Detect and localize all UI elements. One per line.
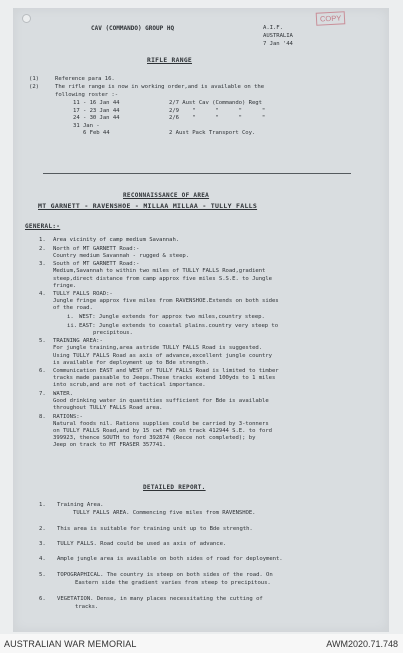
item-number: 2. bbox=[39, 526, 46, 532]
item-line: TULLY FALLS ROAD:- bbox=[53, 291, 113, 298]
origin: A.I.F. bbox=[263, 25, 283, 31]
item-line: Using TULLY FALLS Road as axis of advance,excellent jungle country bbox=[53, 352, 272, 359]
recon-title: RECONNAISSANCE OF AREA bbox=[123, 192, 210, 199]
item-text: following roster :- bbox=[55, 92, 119, 98]
copy-stamp: COPY bbox=[316, 11, 346, 26]
item-number: 5. bbox=[39, 338, 46, 345]
item-number: ii. bbox=[67, 322, 77, 329]
item-line: This area is suitable for training unit up to Bde strength. bbox=[57, 526, 253, 532]
item-line: Training Area. bbox=[57, 502, 104, 508]
detailed-report-title: DETAILED REPORT. bbox=[143, 484, 206, 491]
item-number: 6. bbox=[39, 368, 46, 375]
roster-dates: 11 - 16 Jan 44 bbox=[73, 100, 120, 106]
roster-dates: 17 - 23 Jan 44 bbox=[73, 107, 120, 114]
item-line: 399923, thence SOUTH to ford 392874 (Recce not completed); by bbox=[53, 435, 256, 442]
item-number: 5. bbox=[39, 572, 46, 578]
section-divider bbox=[43, 173, 351, 174]
item-text: The rifle range is now in working order,and is available on the bbox=[55, 84, 265, 90]
item-line: tracks. bbox=[75, 604, 99, 610]
country: AUSTRALIA bbox=[263, 33, 293, 39]
item-line: Natural foods nil. Rations supplies could be carried by 3-tonners bbox=[53, 420, 269, 427]
item-number: 7. bbox=[39, 391, 46, 397]
item-line: TULLY FALLS AREA. Commencing five miles from RAVENSHOE. bbox=[73, 510, 256, 516]
item-line: Country medium Savannah - rugged & steep. bbox=[53, 252, 190, 259]
item-line: steep,direct distance from camp approx five miles S.S.E. to Jungle bbox=[53, 275, 272, 282]
item-number: 8. bbox=[39, 413, 46, 420]
footer-bar bbox=[0, 634, 403, 653]
item-number: 2. bbox=[39, 245, 46, 252]
general-title: GENERAL:- bbox=[25, 223, 61, 230]
roster-dates: 6 Feb 44 bbox=[83, 130, 110, 137]
item-line: tracks made passable to Jeeps.These tracks extend 100yds to 1 miles bbox=[53, 375, 276, 382]
item-line: North of MT GARNETT Road:- bbox=[53, 245, 140, 252]
unit-header: CAV (COMMANDO) GROUP HQ bbox=[91, 25, 175, 32]
item-line: TULLY FALLS. Road could be used as axis of advance. bbox=[57, 541, 227, 547]
rifle-range-title: RIFLE RANGE bbox=[147, 57, 193, 64]
item-line: VEGETATION. Dense, in many places necessitating the cutting of bbox=[57, 596, 263, 602]
item-number: 1. bbox=[39, 237, 46, 243]
punch-hole bbox=[22, 14, 31, 23]
item-line: TRAINING AREA:- bbox=[53, 338, 103, 345]
item-line: throughout TULLY FALLS Road area. bbox=[53, 405, 163, 412]
roster-dates: 31 Jan - bbox=[73, 122, 100, 129]
item-line: WATER. bbox=[53, 391, 73, 397]
item-line: Eastern side the gradient varies from steep to precipitous. bbox=[75, 580, 271, 586]
item-line: precipitous. bbox=[93, 329, 133, 336]
item-line: Good drinking water in quantities sufficient for Bde is available bbox=[53, 398, 269, 405]
item-line: Jungle fringe approx five miles from RAVENSHOE.Extends on both sides bbox=[53, 298, 279, 305]
item-line: Communication EAST and WEST of TULLY FALLS Road is limited to timber bbox=[53, 368, 279, 375]
item-number: 4. bbox=[39, 291, 46, 298]
roster-unit: 2/6 " " " " bbox=[169, 115, 266, 122]
item-line: into scrub,and are not of tactical importance. bbox=[53, 382, 206, 389]
item-line: RATIONS:- bbox=[53, 413, 83, 420]
item-number: 1. bbox=[39, 502, 46, 508]
item-line: TOPOGRAPHICAL. The country is steep on both sides of the road. On bbox=[57, 572, 273, 578]
item-number: 3. bbox=[39, 261, 46, 268]
document-page bbox=[13, 8, 389, 632]
item-number: 4. bbox=[39, 556, 46, 562]
item-number: (1) bbox=[29, 76, 39, 82]
item-line: on TULLY FALLS Road,and by 15 cwt FWD on track 412944 S.E. to ford bbox=[53, 428, 272, 434]
item-text: Reference para 16. bbox=[55, 76, 115, 82]
item-line: Area vicinity of camp medium Savannah. bbox=[53, 237, 180, 243]
item-line: South of MT GARNETT Road:- bbox=[53, 261, 140, 268]
item-line: is available for deployment up to Bde strength. bbox=[53, 359, 209, 366]
item-line: Medium,Savannah to within two miles of TULLY FALLS Road,gradient bbox=[53, 268, 266, 275]
item-number: (2) bbox=[29, 84, 39, 90]
roster-dates: 24 - 30 Jan 44 bbox=[73, 115, 120, 122]
item-line: Jeep on track to MT FRASER 357741. bbox=[53, 442, 166, 449]
item-line: WEST: Jungle extends for approx two miles,country steep. bbox=[79, 314, 265, 320]
item-number: i. bbox=[67, 314, 74, 320]
roster-unit: 2/7 Aust Cav (Commando) Regt bbox=[169, 100, 262, 106]
item-line: Ample jungle area is available on both sides of road for deployment. bbox=[57, 556, 283, 562]
item-line: of the road. bbox=[53, 305, 93, 312]
footer-record-id: AWM2020.71.748 bbox=[326, 639, 398, 649]
item-line: For jungle training,area astride TULLY FALLS Road is suggested. bbox=[53, 345, 263, 352]
item-number: 6. bbox=[39, 596, 46, 602]
footer-source: AUSTRALIAN WAR MEMORIAL bbox=[4, 639, 137, 649]
roster-unit: 2 Aust Pack Transport Coy. bbox=[169, 130, 256, 137]
item-line: fringe. bbox=[53, 282, 77, 289]
document-date: 7 Jan '44 bbox=[263, 41, 293, 47]
roster-unit: 2/9 " " " " bbox=[169, 107, 266, 114]
recon-subtitle: MT GARNETT - RAVENSHOE - MILLAA MILLAA - TULLY FALLS bbox=[38, 202, 258, 210]
item-line: EAST: Jungle extends to coastal plains.country very steep to bbox=[79, 322, 279, 329]
item-number: 3. bbox=[39, 541, 46, 547]
